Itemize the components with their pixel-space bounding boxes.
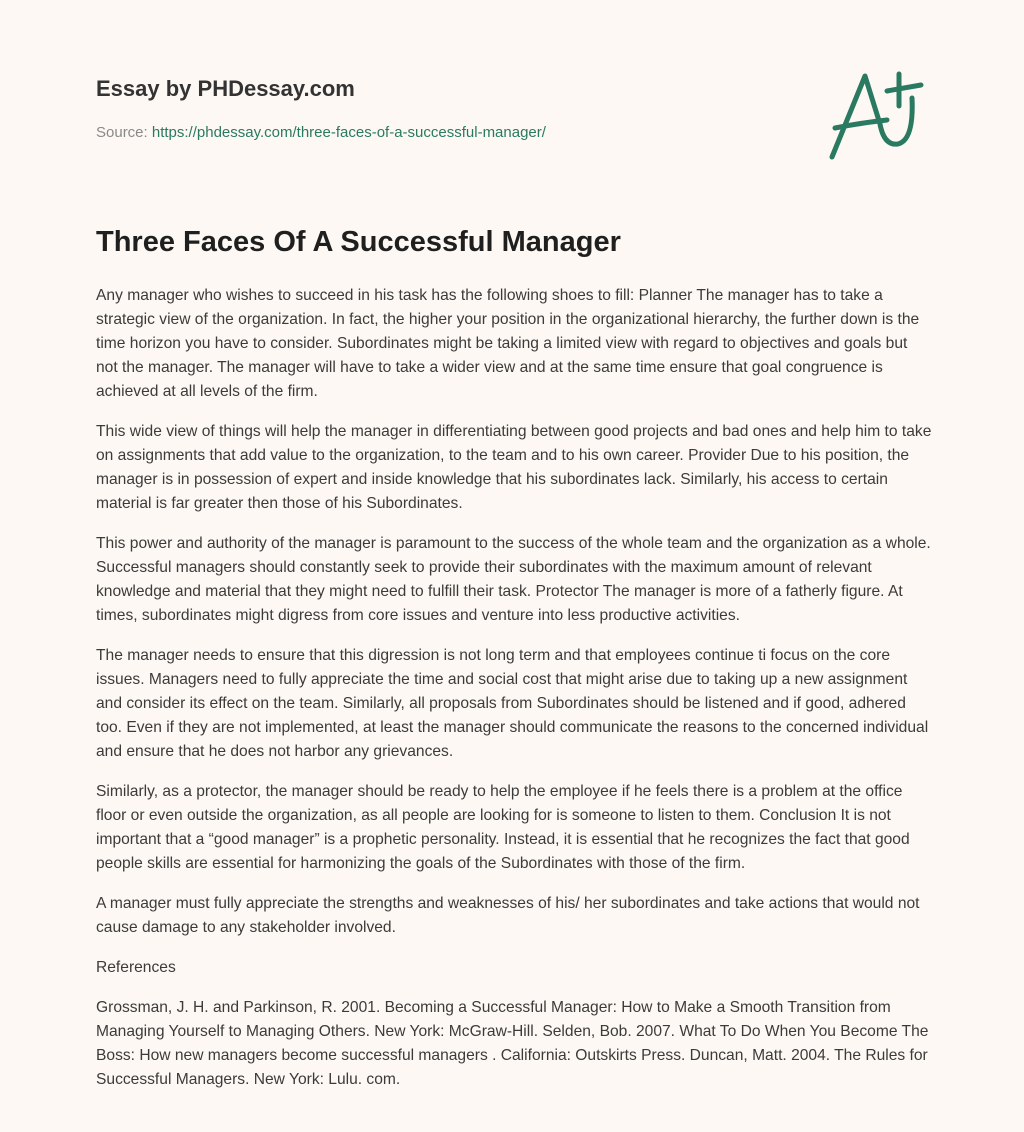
paragraph: Any manager who wishes to succeed in his task has the following shoes to fill: Planner The manager has to take a strategic view of the organization. In fact, the higher your position in the organizational hierarchy, the further down is the time horizon you have to consider. Subordinates might be taking a limited view with regard to objectives and goals but not the manager. The manager will have to take a wider view and at the same time ensure that goal congruence is achieved at all levels of the firm. (96, 287, 920, 400)
essay-body (96, 284, 932, 1108)
paragraph: The manager needs to ensure that this digression is not long term and that employees continue ti focus on the core issues. Managers need to fully appreciate the time and social cost that might arise due to taking up a new assignment and consider its effect on the team. Similarly, all proposals from Subordinates should be listened and if good, adhered too. Even if they are not implemented, at least the manager should communicate the reasons to the concerned individual and ensure that he does not harbor any grievances. (96, 647, 929, 760)
paragraph: A manager must fully appreciate the strengths and weaknesses of his/ her subordinates and take actions that would not cause damage to any stakeholder involved. (96, 895, 920, 936)
a-plus-logo-icon (810, 60, 940, 170)
source-link[interactable]: https://phdessay.com/three-faces-of-a-successful-manager/ (151, 124, 546, 141)
source-label: Source: (96, 124, 148, 141)
references-heading: References (96, 959, 176, 976)
paragraph: This power and authority of the manager is paramount to the success of the whole team and the organization as a whole. Successful managers should constantly seek to provide their subordinates with the maximum amount of relevant knowledge and material that they might need to fulfill their task. Protector The manager is more of a fatherly figure. At times, subordinates might digress from core issues and venture into less productive activities. (96, 535, 931, 624)
paragraph: This wide view of things will help the manager in differentiating between good projects and bad ones and help him to take on assignments that add value to the organization, to the team and to his own career. Provider Due to his position, the manager is in possession of expert and inside knowledge that his subordinates lack. Similarly, his access to certain material is far greater then those of his Subordinates. (96, 423, 932, 512)
logo-plus-horizontal (887, 85, 921, 91)
site-brand: Essay by PHDessay.com (96, 76, 355, 101)
paragraph: Similarly, as a protector, the manager should be ready to help the employee if he feels there is a problem at the office floor or even outside the organization, as all people are looking for is someone to listen to them. Conclusion It is not important that a “good manager” is a prophetic personality. Instead, it is essential that he recognizes the fact that good people skills are essential for harmonizing the goals of the Subordinates with those of the firm. (96, 783, 910, 872)
source-line (96, 124, 546, 141)
references-list: Grossman, J. H. and Parkinson, R. 2001. Becoming a Successful Manager: How to Make a Smooth Transition from Managing Yourself to Managing Others. New York: McGraw-Hill. Selden, Bob. 2007. What To Do When You Become The Boss: How new managers become successful managers . California: Outskirts Press. Duncan, Matt. 2004. The Rules for Successful Managers. New York: Lulu. com. (96, 999, 929, 1088)
page-title: Three Faces Of A Successful Manager (96, 226, 621, 258)
